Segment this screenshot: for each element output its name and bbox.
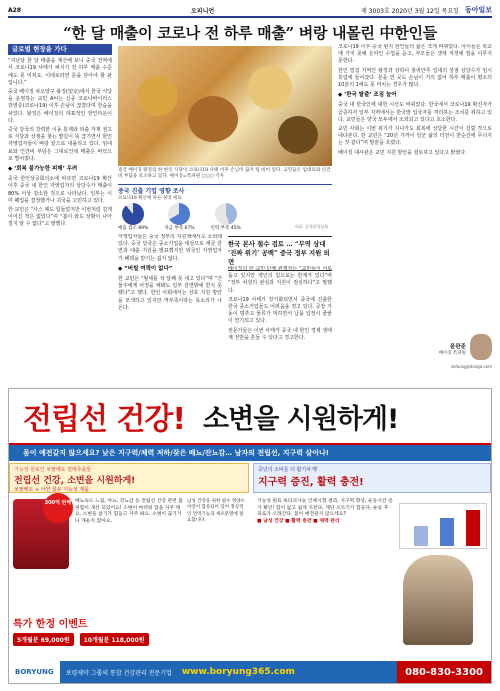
survey-pie-label: 인력 부족 45%: [210, 226, 241, 231]
article-column-2: [118, 234, 222, 384]
survey-pie: [122, 203, 144, 225]
ad-model-photo: [403, 555, 473, 645]
column-label: 글로벌 현장을 가다: [8, 44, 112, 55]
survey-subtitle: 코로나19 확산에 따른 경영 애로: [118, 196, 182, 201]
survey-pie-item: [164, 203, 194, 231]
paragraph: 중국 내 한국인에 대한 시선도 바뀌었다. 한국에서 코로나19 확진자가 급증하자 일부 지역에서는 한국발 입국자를 격리하는 조치를 취하고 있다. 교민들은 양국 모두에서 소외되고 있다고 호소한다.: [338, 102, 492, 123]
subheading: ◆ ‘회복 불가능한 피해’ 우려: [8, 166, 78, 173]
ad-right-big: 지구력 증진, 활력 충전!: [258, 477, 364, 488]
author-email[interactable]: zeitung@donga.com: [450, 364, 492, 369]
price-option-2: 10개월분 118,000원: [80, 633, 149, 646]
ad-right-small: 중년의 소비를 더 활기차게!: [258, 467, 318, 473]
ad-right-list: ■ 남성 건강 ■ 활력 충전 ■ 체력 관리: [257, 518, 340, 524]
paragraph: 코로나19 사태가 장기화되면서 중국에 진출한 한국 중소기업들도 어려움을 겪고 있다. 공장 가동이 멈추고 물류가 막히면서 납품 일정이 줄줄이 연기되고 있다.: [228, 296, 332, 325]
ad-right-panel: [253, 463, 491, 659]
ad-title-black: 소변을 시원하게!: [203, 403, 399, 435]
survey-infographic: [118, 184, 332, 232]
article-photo: [118, 46, 332, 166]
survey-pie: [168, 203, 190, 225]
ad-phone-number[interactable]: 080-830-3300: [397, 661, 491, 683]
ad-footer: [9, 661, 491, 683]
paragraph: 코로나19 이후 중국 현지 한인들의 삶은 크게 바뀌었다. 아이들은 학교에 가지 못해 온라인 수업을 듣고, 부모들은 생계 걱정에 잠을 이루지 못한다.: [338, 44, 492, 65]
article-column-1: [8, 44, 112, 384]
ad-right-paragraph: 기능성 원료 옥타코사놀 인체시험 결과, 지구력 향상, 운동시간 증가 확인! 힘이 없고 쉽게 지친다, 계단 오르기가 힘들다, 운동 후 피로가 오래간다. 몸이 예전같지 않으세요?: [257, 499, 393, 518]
pull-quote: 한국 본사 철수 검토 … “무역 상대 ‘진짜 위기’ 공백” 중국 정부 지원 외면: [228, 236, 332, 271]
special-offer-title: 특가 한정 이벤트: [13, 619, 88, 630]
author-role: 베이징 특파원: [438, 351, 466, 356]
paragraph: 한 교민은 “월세를 석 달째 못 내고 있다”며 “건물주에게 사정을 해봐도 일부 감면밖에 받지 못했다”고 했다. 한인 사회에서는 상호 지원 방안을 모색하고 있지만 역부족이라는 목소리가 나온다.: [118, 276, 222, 311]
ad-title-red: 전립선 건강!: [23, 402, 186, 437]
newspaper-logo: 동아일보: [464, 5, 492, 14]
paragraph: “지난달 한 달 매출을 계산해 보니 중국 전역에서 코로나19 사태가 퍼지기 전 하루 매출 수준에도 못 미쳐요. 이대로라면 문을 닫아야 할 판입니다.”: [8, 58, 112, 86]
paragraph: 중국 한인상공회의소에 따르면 코로나19 확산 이후 중국 내 한인 자영업자의 상당수가 매출이 80% 이상 감소한 것으로 나타났다. 일부는 이미 폐업을 결정했거나 귀국을 고민하고 있다.: [8, 176, 112, 204]
ad-left-big: 전립선 건강, 소변을 시원하게!: [14, 476, 136, 486]
page-title: “한 달 매출이 코로나 전 하루 매출” 벼랑 내몰린 中한인들: [63, 24, 437, 42]
ad-subtitle: 몸이 예전같지 않으세요? 낮은 지구력/체력 저하/잦은 배뇨/잔뇨감… 남자의 전립선, 지구력 살아나!: [9, 445, 491, 461]
ad-website-link[interactable]: www.boryung365.com: [181, 667, 295, 677]
paragraph: 베이징 대사관은 교민 지원 방안을 검토하고 있다고 밝혔다.: [338, 149, 467, 156]
paragraph: 전문가들은 이번 사태가 중국 내 한인 경제 생태계 전반을 흔들 수 있다고 경고한다.: [228, 327, 332, 341]
ad-left-text: 배뇨속도 느림, 야뇨, 잔뇨감 등 전립선 건강 관련 불편함이 개선 되었어요! 소변이 마려워 잠을 자주 깨요. 소변을 참기가 힘들고 자주 봐요. 소변이 끊기거나 개운치 않아요.: [75, 499, 183, 524]
survey-title: 중국 진출 기업 영향 조사: [118, 188, 185, 195]
paragraph: 중국 베이징 차오양구 왕징(望京)에서 한국 식당을 운영하는 교민 A씨는 신종 코로나바이러스 감염증(코로나19) 이후 손님이 끊겼다며 한숨을 쉬었다. 왕징은 베이징의 대표적인 한인타운이다.: [8, 89, 112, 124]
ad-body: [9, 463, 493, 659]
page-header: [8, 4, 492, 18]
paragraph: 베이징의 한 교민 단체 관계자는 “교민들이 서로 돕고 있지만 개인의 힘으로는 한계가 있다”며 “정부 차원의 관심과 지원이 절실하다”고 말했다.: [228, 266, 332, 294]
ad-headline: [9, 389, 491, 445]
advertisement[interactable]: [8, 388, 492, 684]
ad-footer-message: 보령제약 그룹의 통합 건강관리 전문기업: [65, 669, 172, 677]
ad-mini-chart: [399, 503, 487, 549]
article-column-3: [228, 266, 332, 384]
section-title: 오피니언: [191, 7, 215, 15]
article-column-4: [338, 44, 492, 328]
author-byline: [428, 334, 492, 382]
photo-caption: 중국 베이징 왕징의 한 한인 식당이 코로나19 사태 이후 손님이 끊겨 텅 비어 있다. 교민들은 임대료와 인건비 부담을 호소하고 있다. 베이징=특파원 ○○○ 기자: [118, 168, 331, 180]
survey-pie-label: 자금 부족 67%: [164, 226, 195, 231]
paragraph: 한인 밀집 지역인 왕징과 상하이 훙취안루 일대의 상점 상당수가 임시 휴업에 들어갔다. 문을 연 곳도 손님이 거의 없어 하루 매출이 평소의 10분의 1에도 못 미치는 경우가 많다.: [338, 67, 492, 89]
ad-right-header: [253, 463, 491, 493]
ad-left-panel: [9, 463, 249, 659]
subheading: ◆ “버틸 여력이 없다”: [118, 265, 173, 272]
price-option-1: 5개월분 69,000원: [13, 633, 74, 646]
special-offer: [13, 615, 245, 657]
article: [8, 44, 492, 384]
page-number: A28: [8, 6, 21, 14]
paragraph: 중국 당국의 강력한 이동 통제와 외출 자제 권고로 식당과 상점을 찾는 발길이 뚝 끊기면서 한인 자영업자들이 벼랑 끝으로 내몰리고 있다. 임대료와 인건비 부담은 그대로인데 매출은 바닥으로 떨어졌다.: [8, 127, 112, 162]
author-avatar: [470, 334, 492, 360]
sales-badge: 300억 판매: [43, 493, 73, 523]
paragraph: 한 교민은 “사스 때도 힘들었지만 이번처럼 길게 이어진 적은 없었다”며 “봄이 와도 상황이 나아질지 알 수 없다”고 말했다.: [8, 207, 112, 228]
paragraph: 자영업자들은 중국 정부의 지원책에서도 소외돼 있다. 중국 당국은 중소기업을 대상으로 세금 감면과 대출 지원을 발표했지만 외국인 자영업자가 혜택을 받기는 쉽지 않다.: [118, 234, 222, 262]
subheading: ◆ ‘한국 탈출’ 조짐 늘어: [338, 92, 397, 99]
ad-left-small: 기능성 원료인 쏘팔메토 열매추출물: [14, 467, 92, 473]
product-box-image: [13, 499, 72, 569]
ad-left-header: [9, 463, 249, 493]
survey-pie-item: [118, 203, 148, 231]
author-name: 윤완준: [450, 344, 466, 350]
paragraph: 교민 사회는 이번 위기가 지나가도 회복에 상당한 시간이 걸릴 것으로 내다본다. 한 교민은 “20년 가까이 일군 삶의 터전이 한순간에 무너지는 것 같다”며 말끝을 흐렸다.: [338, 126, 492, 147]
survey-source: 자료: 중국한국상회: [294, 224, 328, 229]
ad-right-text: [257, 499, 393, 525]
survey-pie: [215, 203, 237, 225]
ad-left-tagline: 쏘팔메토 + 아연 함유 기능성 제품: [14, 487, 89, 493]
survey-pie-item: [211, 203, 241, 231]
issue-date: 제 3003호 2020년 3월 12일 목요일: [361, 7, 459, 15]
ad-left-text-2: 남성 건강을 위한 필수 영양소 아연이 함유되어 있어 정상적인 면역기능과 세포분열에 필요합니다.: [187, 499, 245, 523]
boryung-logo: BORYUNG: [9, 661, 60, 683]
survey-pie-label: 매출 감소 89%: [118, 226, 149, 231]
